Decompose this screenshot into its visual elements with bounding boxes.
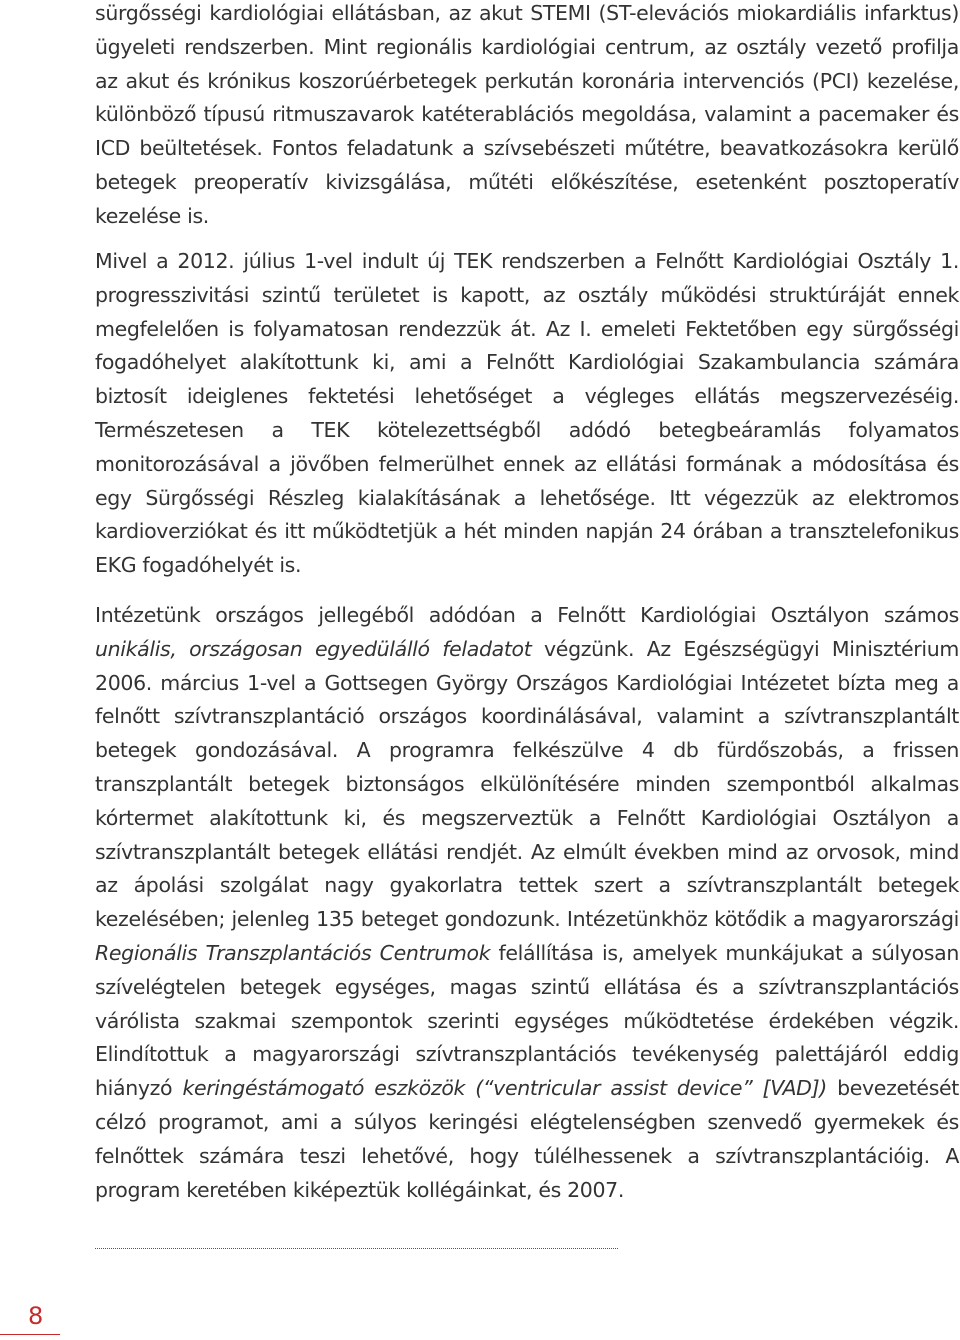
paragraph-3-text: felállítása is, amelyek munkájukat a súlyosan szívelégtelen betegek egységes, magas szintű ellátása és a szívtranszplantációs várólista szakmai szempontok szerinti egységes működtetése érdekében végzik. Elindítottuk a magyarországi szívtranszplantációs tevékenység palettájáról eddig hiányzó	[95, 940, 959, 1101]
paragraph-3-emphasis: unikális, országosan egyedülálló feladatot	[95, 636, 532, 661]
footnote-divider	[95, 1248, 618, 1249]
page-number: 8	[28, 1302, 44, 1330]
paragraph-3-text: Intézetünk országos jellegéből adódóan a Felnőtt Kardiológiai Osztályon számos	[95, 603, 959, 627]
paragraph-3-text: bevezetését célzó programot, ami a súlyos keringési elégtelenségben szenvedő gyermekek és felnőttek számára teszi lehetővé, hogy túlélhessenek a szívtranszplantációig. A program keretében kiképeztük kollégáinkat, és 2007.	[95, 1076, 959, 1202]
paragraph-3-emphasis: keringéstámogató eszközök (“ventricular assist device” [VAD])	[182, 1076, 827, 1101]
paragraph-3	[95, 599, 959, 1207]
paragraph-3-text: végzünk. Az Egészségügyi Minisztérium 2006. március 1-vel a Gottsegen György Országos Kardiológiai Intézetet bízta meg a felnőtt szívtranszplantáció országos koordinálásával, valamint a szívtranszplantált betegek gondozásával. A programra felkészülve 4 db fürdőszobás, a frissen transzplantált betegek biztonságos elkülönítésére minden szempontból alkalmas kórtermet alakítottunk ki, és megszerveztük a Felnőtt Kardiológiai Osztályon a szívtranszplantált betegek ellátási rendjét. Az elmúlt években mind az orvosok, mind az ápolási szolgálat nagy gyakorlatra tettek szert a szívtranszplantált betegek kezelésében; jelenleg 135 beteget gondozunk. Intézetünkhöz kötődik a magyarországi	[95, 636, 959, 932]
paragraph-1: sürgősségi kardiológiai ellátásban, az akut STEMI (ST-elevációs miokardiális infarktus) ügyeleti rendszerben. Mint regionális kardiológiai centrum, az osztály vezető profilja az akut és krónikus koszorúérbetegek perkután koronária intervenciós (PCI) kezelése, különböző típusú ritmuszavarok katéterablációs megoldása, valamint a pacemaker és ICD beültetések. Fontos feladatunk a szívsebészeti műtétre, beavatkozásokra kerülő betegek preoperatív kivizsgálása, műtéti előkészítése, esetenként posztoperatív kezelése is.	[95, 1, 959, 228]
paragraph-3-emphasis: Regionális Transzplantációs Centrumok	[95, 940, 491, 965]
paragraph-2: Mivel a 2012. július 1-vel indult új TEK rendszerben a Felnőtt Kardiológiai Osztály 1. progresszivitási szintű területet is kapott, az osztály működési struktúráját ennek megfelelően is folyamatosan rendezzük át. Az I. emeleti Fektetőben egy sürgősségi fogadóhelyet alakítottunk ki, ami a Felnőtt Kardiológiai Szakambulancia számára biztosít ideiglenes fektetési lehetőséget a végleges ellátás megszervezéséig. Természetesen a TEK kötelezettségből adódó betegbeáramlás folyamatos monitorozásával a jövőben felmerülhet ennek az ellátási formának a módosítása és egy Sürgősségi Részleg kialakításának a lehetősége. Itt végezzük az elektromos kardioverziókat és itt működtetjük a hét minden napján 24 órában a transztelefonikus EKG fogadóhelyét is.	[95, 249, 959, 578]
page-number-rule	[0, 1334, 60, 1335]
